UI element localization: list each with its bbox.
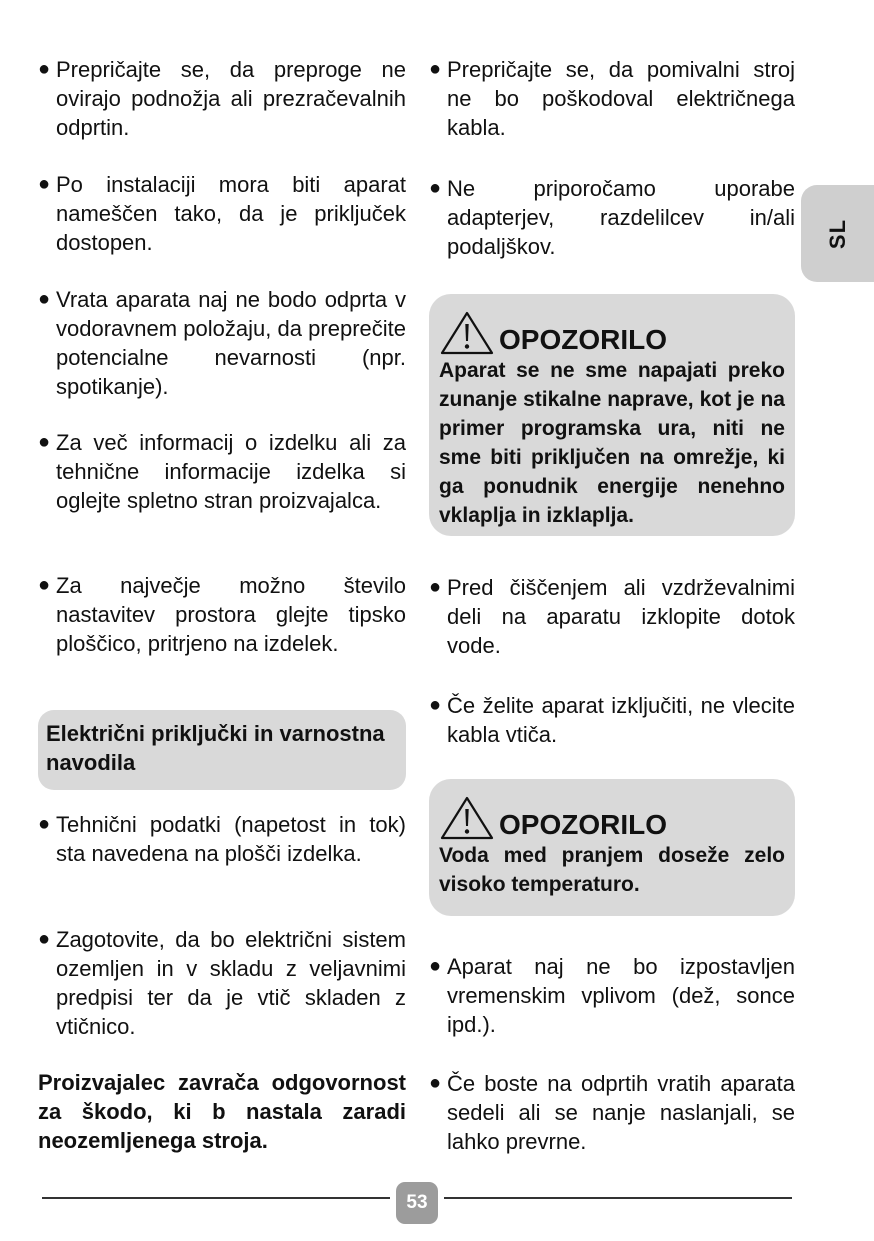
language-tab-label: SL [824,218,850,249]
list-item [38,810,406,868]
warning-text: Voda med pranjem doseže zelo visoko temperaturo. [439,844,785,896]
bullet-dot: ● [429,1072,442,1094]
bullet-dot: ● [38,431,51,453]
bullet-text: Po instalaciji mora biti aparat nameščen tako, da je priključek dostopen. [56,172,406,255]
page-number: 53 [396,1182,438,1224]
warning-triangle-icon [439,310,495,356]
list-item [429,573,795,660]
list-item [38,170,406,257]
warning-triangle-icon [439,795,495,841]
bullet-text: Če boste na odprtih vratih aparata sedeli ali se nanje naslanjali, se lahko prevrne. [447,1071,795,1154]
warning-title: OPOZORILO [499,324,667,355]
bullet-dot: ● [429,955,442,977]
bullet-text: Tehnični podatki (napetost in tok) sta navedena na plošči izdelka. [56,812,406,866]
bullet-text: Za največje možno število nastavitev prostora glejte tipsko ploščico, pritrjeno na izdelek. [56,573,406,656]
bullet-text: Ne priporočamo uporabe adapterjev, razdelilcev in/ali podaljškov. [447,176,795,259]
bullet-dot: ● [38,58,51,80]
bullet-text: Vrata aparata naj ne bodo odprta v vodoravnem položaju, da preprečite potencialne nevarnosti (npr. spotikanje). [56,287,406,399]
footer-divider-right [444,1197,792,1199]
list-item [38,571,406,658]
bullet-dot: ● [429,177,442,199]
bullet-dot: ● [38,173,51,195]
bullet-text: Za več informacij o izdelku ali za tehnične informacije izdelka si oglejte spletno stran proizvajalca. [56,430,406,513]
warning-box [429,294,795,536]
bullet-text: Zagotovite, da bo električni sistem ozemljen in v skladu z veljavnimi predpisi ter da je vtič skladen z vtičnico. [56,927,406,1039]
language-tab [801,185,874,282]
bullet-text: Prepričajte se, da pomivalni stroj ne bo poškodoval električnega kabla. [447,57,795,140]
bullet-dot: ● [38,574,51,596]
footer-divider-left [42,1197,390,1199]
bullet-dot: ● [38,813,51,835]
list-item [38,925,406,1041]
list-item [429,952,795,1039]
list-item [429,174,795,261]
bullet-dot: ● [429,58,442,80]
section-heading: Električni priključki in varnostna navodila [38,710,406,790]
list-item [38,285,406,401]
warning-box [429,779,795,916]
list-item [429,55,795,142]
bullet-dot: ● [429,576,442,598]
bullet-dot: ● [38,928,51,950]
list-item [429,1069,795,1156]
bullet-dot: ● [38,288,51,310]
list-item [38,428,406,515]
warning-text: Aparat se ne sme napajati preko zunanje stikalne naprave, kot je na primer programska ura, niti ne sme biti priključen na omrežje, ki ga ponudnik energije nenehno vklaplja in izklaplja. [439,359,785,527]
bullet-text: Aparat naj ne bo izpostavljen vremenskim vplivom (dež, sonce ipd.). [447,954,795,1037]
warning-header [439,304,785,356]
bullet-text: Pred čiščenjem ali vzdrževalnimi deli na aparatu izklopite dotok vode. [447,575,795,658]
warning-header [439,789,785,841]
list-item [38,55,406,142]
bullet-text: Če želite aparat izključiti, ne vlecite kabla vtiča. [447,693,795,747]
list-item [429,691,795,749]
bullet-dot: ● [429,694,442,716]
bullet-text: Prepričajte se, da preproge ne ovirajo podnožja ali prezračevalnih odprtin. [56,57,406,140]
liability-notice: Proizvajalec zavrača odgovornost za škodo, ki b nastala zaradi neozemljenega stroja. [38,1070,406,1153]
warning-title: OPOZORILO [499,809,667,840]
